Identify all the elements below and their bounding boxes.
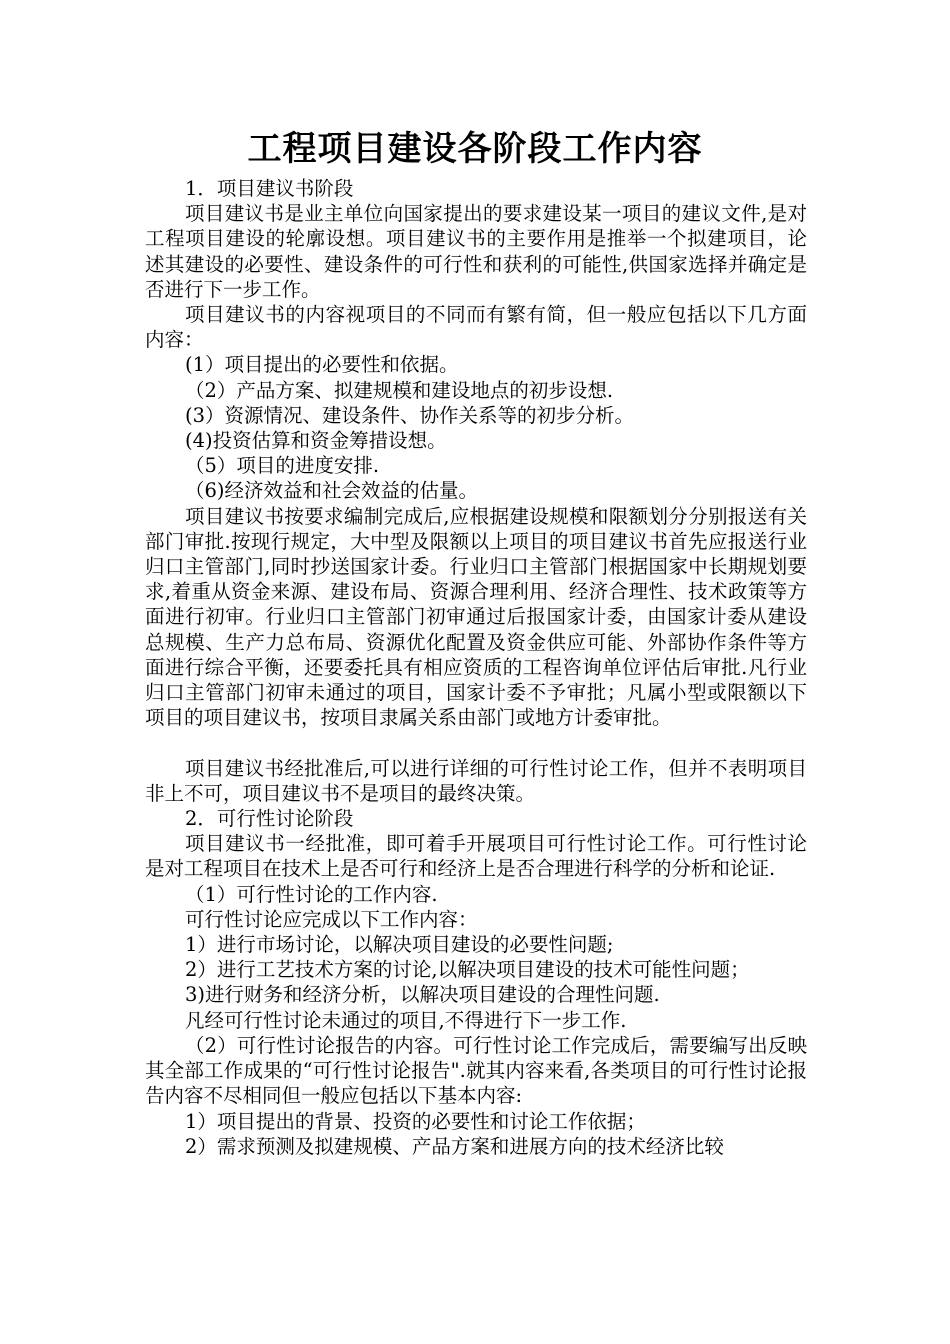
section-heading-1: 1．项目建议书阶段	[185, 177, 354, 200]
list-item: 3)进行财务和经济分析，以解决项目建设的合理性问题.	[185, 983, 660, 1007]
list-item: 2）进行工艺技术方案的讨论,以解决项目建设的技术可能性问题；	[185, 958, 750, 982]
list-item: (1）项目提出的必要性和依据。	[185, 353, 459, 377]
paragraph: 可行性讨论应完成以下工作内容：	[185, 907, 478, 931]
paragraph: 项目建议书一经批准，即可着手开展项目可行性讨论工作。可行性讨论是对工程项目在技术上是否可行和经济上是否合理进行科学的分析和论证.	[145, 832, 807, 881]
list-item: 1）进行市场讨论，以解决项目建设的必要性问题;	[185, 933, 614, 957]
list-item: 2）需求预测及拟建规模、产品方案和进展方向的技术经济比较	[185, 1134, 724, 1158]
list-item: (4)投资估算和资金筹措设想。	[185, 429, 447, 453]
document-body	[145, 176, 807, 1159]
list-item: 1）项目提出的背景、投资的必要性和讨论工作依据；	[185, 1109, 646, 1133]
paragraph: 凡经可行性讨论未通过的项目,不得进行下一步工作.	[185, 1008, 627, 1032]
paragraph: 项目建议书经批准后,可以进行详细的可行性讨论工作，但并不表明项目非上不可，项目建议书不是项目的最终决策。	[145, 756, 807, 805]
list-item: （6)经济效益和社会效益的估量。	[185, 479, 479, 503]
list-item: （2）产品方案、拟建规模和建设地点的初步设想.	[185, 378, 614, 402]
section-heading-2: 2．可行性讨论阶段	[185, 807, 354, 831]
paragraph: 项目建议书是业主单位向国家提出的要求建设某一项目的建议文件,是对工程项目建设的轮廓设想。项目建议书的主要作用是推举一个拟建项目，论述其建设的必要性、建设条件的可行性和获利的可能性,供国家选择并确定是否进行下一步工作。	[145, 202, 807, 301]
list-item: (3）资源情况、建设条件、协作关系等的初步分析。	[185, 403, 635, 427]
subsection-heading: （1）可行性讨论的工作内容.	[185, 882, 438, 906]
paragraph: （2）可行性讨论报告的内容。可行性讨论工作完成后，需要编写出反映其全部工作成果的“可行性讨论报告".就其内容来看,各类项目的可行性讨论报告内容不尽相同但一般应包括以下基本内容:	[145, 1033, 807, 1108]
document-title: 工程项目建设各阶段工作内容	[247, 129, 703, 169]
paragraph: 项目建议书的内容视项目的不同而有繁有简，但一般应包括以下几方面内容：	[145, 303, 807, 352]
blank-line	[145, 730, 807, 755]
paragraph: 项目建议书按要求编制完成后,应根据建设规模和限额划分分别报送有关部门审批.按现行规定，大中型及限额以上项目的项目建议书首先应报送行业归口主管部门,同时抄送国家计委。行业归口主管部门根据国家中长期规划要求,着重从资金来源、建设布局、资源合理利用、经济合理性、技术政策等方面进行初审。行业归口主管部门初审通过后报国家计委，由国家计委从建设总规模、生产力总布局、资源优化配置及资金供应可能、外部协作条件等方面进行综合平衡，还要委托具有相应资质的工程咨询单位评估后审批.凡行业归口主管部门初审未通过的项目，国家计委不予审批；凡属小型或限额以下项目的项目建议书，按项目隶属关系由部门或地方计委审批。	[145, 504, 807, 730]
list-item: （5）项目的进度安排.	[185, 454, 380, 478]
